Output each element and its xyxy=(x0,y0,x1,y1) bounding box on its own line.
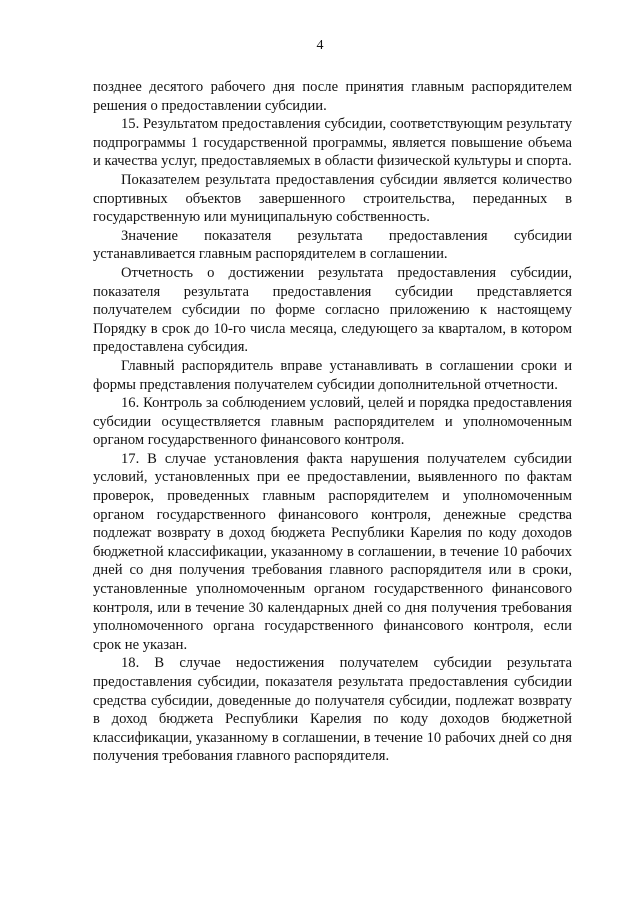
paragraph-item-16: 16. Контроль за соблюдением условий, целей и порядка предоставления субсидии осуществляется главным распорядителем и уполномоченным органом государственного финансового контроля. xyxy=(93,395,572,449)
paragraph-item-17: 17. В случае установления факта нарушения получателем субсидии условий, установленных при ее предоставлении, выявленного по фактам проверок, проведенных главным распорядителем и уполномоченным органом государственного финансового контроля, денежные средства подлежат возврату в доход бюджета Республики Карелия по коду доходов бюджетной классификации, указанному в соглашении, в течение 10 рабочих дней со дня получения требования главного распорядителя или в сроки, установленные уполномоченным органом государственного финансового контроля, или в течение 30 календарных дней со дня получения требования уполномоченного органа государственного финансового контроля, если срок не указан. xyxy=(93,450,572,653)
paragraph-additional-reporting: Главный распорядитель вправе устанавливать в соглашении сроки и формы представления получателем субсидии дополнительной отчетности. xyxy=(93,357,572,393)
paragraph-reporting: Отчетность о достижении результата предоставления субсидии, показателя результата предоставления субсидии представляется получателем субсидии по форме согласно приложению к настоящему Порядку в срок до 10-го числа месяца, следующего за кварталом, в котором предоставлена субсидия. xyxy=(93,264,572,356)
paragraph-continuation: позднее десятого рабочего дня после принятия главным распорядителем решения о предоставлении субсидии. xyxy=(93,79,572,114)
document-body xyxy=(93,78,572,766)
page-number: 4 xyxy=(316,38,324,53)
paragraph-result-indicator: Показателем результата предоставления субсидии является количество спортивных объектов завершенного строительства, переданных в государственную или муниципальную собственность. xyxy=(93,171,572,226)
paragraph-item-18: 18. В случае недостижения получателем субсидии результата предоставления субсидии, показателя результата предоставления субсидии средства субсидии, доведенные до получателя субсидии, подлежат возврату в доход бюджета Республики Карелия по коду доходов бюджетной классификации, указанному в соглашении, в течение 10 рабочих дней со дня получения требования главного распорядителя. xyxy=(93,655,572,765)
paragraph-indicator-value: Значение показателя результата предоставления субсидии устанавливается главным распорядителем в соглашении. xyxy=(93,227,572,263)
paragraph-item-15: 15. Результатом предоставления субсидии, соответствующим результату подпрограммы 1 государственной программы, является повышение объема и качества услуг, предоставляемых в области физической культуры и спорта. xyxy=(93,116,572,170)
